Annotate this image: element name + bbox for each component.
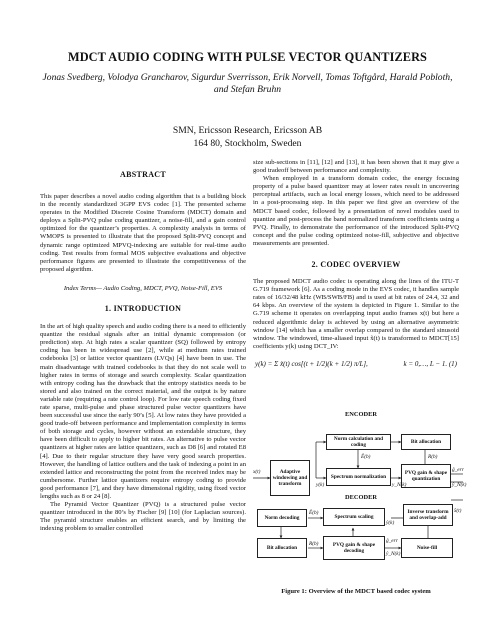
signal-r-b: R(b)	[428, 454, 438, 460]
signal-y-hat-k: ŷ(k)	[386, 520, 395, 526]
author-list: Jonas Svedberg, Volodya Grancharov, Sigurdur Sverrisson, Erik Norvell, Tomas Toftgård, Harald Pobloth, and Stefan Bruhn	[42, 72, 453, 95]
affiliation	[0, 124, 495, 150]
signal-e-hat: Ê(b)	[361, 454, 371, 460]
signal-y-k: y(k)	[316, 482, 325, 488]
norm-decoding-box: Norm decoding	[257, 509, 307, 527]
paper-title: MDCT AUDIO CODING WITH PULSE VECTOR QUANTIZERS	[67, 50, 427, 64]
right-paragraph-2: When employed in a transform domain codec, the energy focusing property of a pulse based quantizer may at lower rates result in uncovering perceptual artifacts, such as local energy losses, which need to be addressed in a post-processing step. In this paper we first give an overview of the MDCT based codec, followed by a presentation of novel modules used to quantize and post-process the band normalized transform coefficients using a PVQ. Finally, to demonstrate the performance of the introduced Split-PVQ concept and the pulse coding optimized noise-fill, subjective and objective measurements are presented.	[253, 175, 459, 247]
spectrum-normalization-box: Spectrum normalization	[326, 468, 391, 486]
intro-paragraph-2: The Pyramid Vector Quantizer (PVQ) is a structured pulse vector quantizer introduced in the 80’s by Fischer [9] [10] (for Laplacian sources). The pyramid structure enables an efficient search, and by limiting the indexing problem to smaller controlled	[40, 501, 246, 533]
intro-heading: 1. INTRODUCTION	[104, 304, 182, 314]
signal-r-b-decoder: R(b)	[309, 541, 319, 547]
equation-1	[253, 351, 459, 377]
abstract-text: This paper describes a novel audio coding algorithm that is a building block in the recently standardized 3GPP EVS codec [1]. The presented scheme operates in the Modified Discrete Cosine Transform (MDCT) domain and deploys a Split-PVQ pulse coding quantizer, a noise-fill, and a gain control optimized for the quantizer’s properties. A complexity analysis in terms of WMOPS is presented to illustrate that the proposed Split-PVQ concept and dynamic range optimized MPVQ-indexing are suitable for real-time audio coding. Test results from formal MOS subjective evaluations and objective performance figures are presented to illustrate the competitiveness of the proposed algorithm.	[40, 193, 246, 273]
signal-x-input: x(t)	[253, 469, 261, 475]
index-terms: Index Terms— Audio Coding, MDCT, PVQ, Noise-Fill, EVS	[63, 284, 223, 292]
norm-calculation-box: Norm calculation and coding	[326, 434, 391, 450]
noise-fill-box: Noise-fill	[401, 538, 453, 558]
signal-e-hat-decoder: Ê(b)	[309, 510, 319, 516]
signal-g-err-decoder: ĝ_err	[386, 538, 398, 544]
equation-body: y(k) = Σ x̃(t) cos[(t + 1/2)(k + 1/2) π/L],	[255, 359, 368, 368]
affiliation-line-2: 164 80, Stockholm, Sweden	[193, 138, 302, 149]
bit-allocation-encoder-box: Bit allocation	[401, 434, 451, 450]
spectrum-scaling-box: Spectrum scaling	[323, 508, 385, 526]
signal-y-n: y_N(k)	[392, 482, 407, 488]
figure-caption: Figure 1: Overview of the MDCT based codec system	[281, 588, 431, 595]
signal-g-err: ĝ_err	[452, 467, 464, 473]
right-column	[253, 159, 459, 377]
affiliation-line-1: SMN, Ericsson Research, Ericsson AB	[172, 125, 323, 136]
equation-range: k = 0,…, L − 1. (1)	[403, 359, 457, 368]
pvq-quantization-box: PVQ gain & shape quantization	[401, 464, 451, 488]
abstract-heading: ABSTRACT	[120, 170, 166, 179]
pvq-decoding-box: PVQ gain & shape decoding	[323, 536, 385, 560]
codec-diagram	[253, 411, 467, 580]
signal-y-hat-n-decoder: ŷ_N(k)	[386, 551, 401, 557]
intro-paragraph-1: In the art of high quality speech and audio coding there is a need to efficiently quantize the residual signals after an initial dynamic compression (or prediction) step. At high rates a scalar quantizer (SQ) followed by entropy coding has been in widespread use [2], while at medium rates trained codebooks [3] or lattice vector quantizers (LVQs) [4] have been in use. The main disadvantage with trained codebooks is that they do not scale well to higher rates in terms of storage and search complexity. Scalar quantization with entropy coding has the drawback that the entropy statistics needs to be stored and also trained on the correct material, and the output is by nature variable rate (requiring a rate control loop). For low rate speech coding fixed rate sparse, multi-pulse and phase structured pulse vector quantizers have been successful use since the early 90’s [5]. At low rates they have provided a good trade-off between performance and implementation complexity in terms of both storage and cycles, however without an extendable structure, they have been difficult to apply to higher bit rates. An alternative to pulse vector quantizers at higher rates are lattice quantizers, such as D8 [6] and rotated E8 [4]. Due to their regular structure they have very good search properties. However, the handling of lattice outliers and the task of indexing a point in an extended lattice and reconstructing the point from the received index may be cumbersome. Further lattice quantizers require entropy coding to provide good performance [7], and they have dimensional rigidity, using fixed vector lengths such as 8 or 24 [8].	[40, 323, 246, 500]
inverse-transform-box: Inverse transform and overlap-add	[403, 504, 453, 526]
adaptive-windowing-box: Adaptive windowing and transform	[270, 460, 310, 496]
left-column	[40, 170, 246, 533]
decoder-label: DECODER	[345, 494, 377, 501]
signal-x-hat-output: x̂(t)	[454, 508, 462, 514]
signal-y-hat-n: ŷ_N(k)	[452, 482, 467, 488]
bit-allocation-decoder-box: Bit allocation	[257, 538, 307, 558]
codec-heading: 2. CODEC OVERVIEW	[311, 260, 401, 270]
right-paragraph-1: size sub-sections in [11], [12] and [13], it has been shown that it may give a good tradeoff between performance and complexity.	[253, 159, 459, 175]
encoder-label: ENCODER	[345, 411, 377, 418]
codec-paragraph-1: The proposed MDCT audio codec is operating along the lines of the ITU-T G.719 framework [6]. As a coding mode in the EVS codec, it handles sample rates of 16/32/48 kHz (WB/SWB/FB) and is used at bit rates of 24.4, 32 and 64 kbps. An overview of the system is depicted in Figure 1. Similar to the G.719 scheme it operates on overlapping input audio frames x(t) but here a reduced algorithmic delay is achieved by using an alternative asymmetric window [14] which has a smaller overlap compared to the standard sinusoid window. The windowed, time-aliased input x̃(t) is transformed to MDCT[15] coefficients y(k) using DCT_IV:	[253, 278, 459, 350]
